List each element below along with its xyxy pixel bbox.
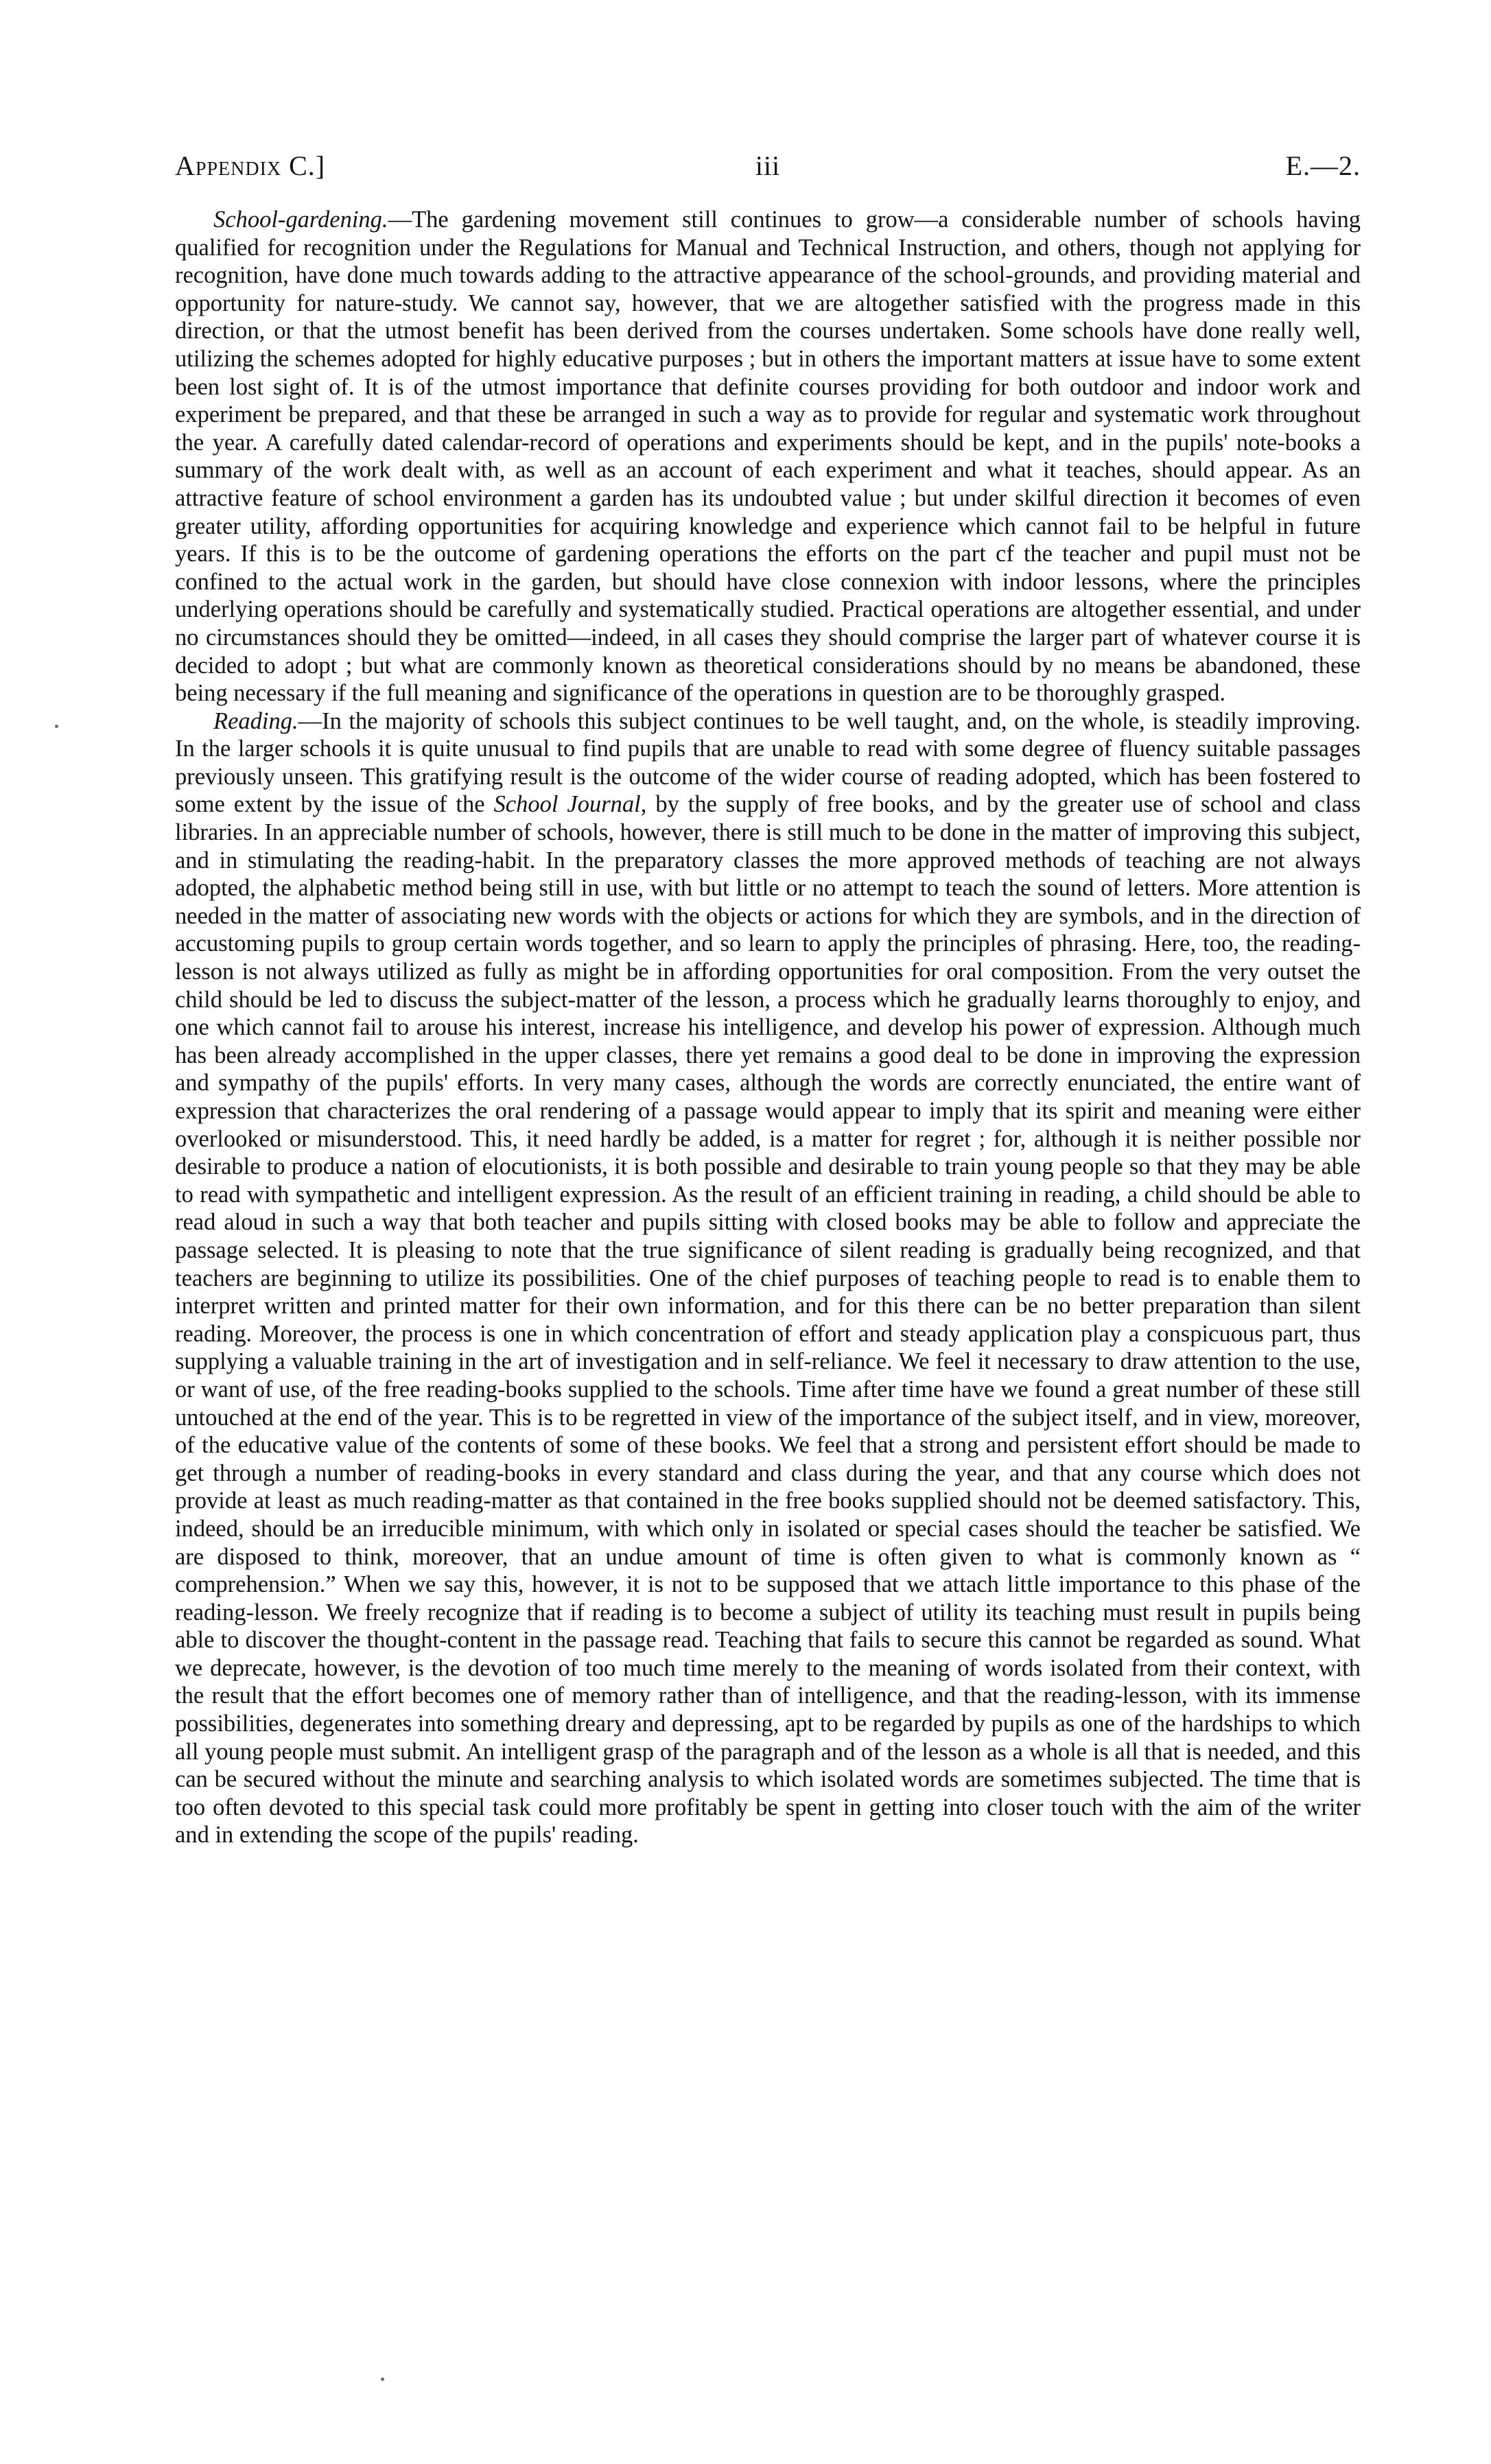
paragraph-text: —In the majority of schools this subject continues to be well taught, and, on the whole, is steadily improving. In the larger schools it is quite unusual to find pupils that are unable to read with some degree of fluency suitable passages previously unseen. This gratifying result is the outcome of the wider course of reading adopted, which has been fostered to some extent by the issue of the <box>175 707 1361 818</box>
paragraph-text: —The gardening movement still continues to grow—a considerable number of schools having qualified for recognition under the Regulations for Manual and Technical Instruction, and others, though not applying for recognition, have done much towards adding to the attractive appearance of the school-grounds, and providing material and opportunity for nature-study. We cannot say, however, that we are altogether satisfied with the progress made in this direction, or that the utmost benefit has been derived from the courses undertaken. Some schools have done really well, utilizing the schemes adopted for highly educative purposes ; but in others the important matters at issue have to some extent been lost sight of. It is of the utmost importance that definite courses providing for both outdoor and indoor work and experiment be prepared, and that these be arranged in such a way as to provide for regular and systematic work throughout the year. A carefully dated calendar-record of operations and experiments should be kept, and in the pupils' note-books a summary of the work dealt with, as well as an account of each experiment and what it teaches, should appear. As an attractive feature of school environment a garden has its undoubted value ; but under skilful direction it becomes of even greater utility, affording opportunities for acquiring knowledge and experience which cannot fail to be helpful in future years. If this is to be the outcome of gardening operations the efforts on the part cf the teacher and pupil must not be confined to the actual work in the garden, but should have close connexion with indoor lessons, where the principles underlying operations should be carefully and systematically studied. Practical operations are altogether essential, and under no circumstances should they be omitted—indeed, in all cases they should comprise the larger part of whatever course it is decided to adopt ; but what are commonly known as theoretical considerations should by no means be abandoned, these being necessary if the full meaning and significance of the operations in question are to be thoroughly grasped. <box>175 207 1361 707</box>
paragraph-school-gardening <box>175 206 1361 707</box>
header-appendix-label: Appendix C.] <box>175 150 326 181</box>
paragraph-text-continued: , by the supply of free books, and by the greater use of school and class libraries. In an appreciable number of schools, however, there is still much to be done in the matter of improving this subject, and in stimulating the reading-habit. In the preparatory classes the more approved methods of teaching are not always adopted, the alphabetic method being still in use, with but little or no attempt to teach the sound of letters. More attention is needed in the matter of associating new words with the objects or actions for which they are symbols, and in the direction of accustoming pupils to group certain words together, and so learn to apply the principles of phrasing. Here, too, the reading-lesson is not always utilized as fully as might be in affording opportunities for oral composition. From the very outset the child should be led to discuss the subject-matter of the lesson, a process which he gradually learns thoroughly to enjoy, and one which cannot fail to arouse his interest, increase his intelligence, and develop his power of expression. Although much has been already accomplished in the upper classes, there yet remains a good deal to be done in improving the expression and sympathy of the pupils' efforts. In very many cases, although the words are correctly enunciated, the entire want of expression that characterizes the oral rendering of a passage would appear to imply that its spirit and meaning were either overlooked or misunderstood. This, it need hardly be added, is a matter for regret ; for, although it is neither possible nor desirable to produce a nation of elocutionists, it is both possible and desirable to train young people so that they may be able to read with sympathetic and intelligent expression. As the result of an efficient training in reading, a child should be able to read aloud in such a way that both teacher and pupils sitting with closed books may be able to follow and appreciate the passage selected. It is pleasing to note that the true significance of silent reading is gradually being recognized, and that teachers are beginning to utilize its possibilities. One of the chief purposes of teaching people to read is to enable them to interpret written and printed matter for their own information, and for this there can be no better preparation than silent reading. Moreover, the process is one in which concentration of effort and steady application play a conspicuous part, thus supplying a valuable training in the art of investigation and in self-reliance. We feel it necessary to draw attention to the use, or want of use, of the free reading-books supplied to the schools. Time after time have we found a great number of these still untouched at the end of the year. This is to be regretted in view of the importance of the subject itself, and in view, moreover, of the educative value of the contents of some of these books. We feel that a strong and persistent effort should be made to get through a number of reading-books in every standard and class during the year, and that any course which does not provide at least as much reading-matter as that contained in the free books supplied should not be deemed satisfactory. This, indeed, should be an irreducible minimum, with which only in isolated or special cases should the teacher be satisfied. We are disposed to think, moreover, that an undue amount of time is often given to what is commonly known as “ comprehension.” When we say this, however, it is not to be supposed that we attach little importance to this phase of the reading-lesson. We freely recognize that if reading is to become a subject of utility its teaching must result in pupils being able to discover the thought-content in the passage read. Teaching that fails to secure this cannot be regarded as sound. What we deprecate, however, is the devotion of too much time merely to the meaning of words isolated from their context, with the result that the effort becomes one of memory rather than of intelligence, and that the reading-lesson, with its immense possibilities, degenerates into something dreary and depressing, apt to be regarded by pupils as one of the hardships to which all young people must submit. An intelligent grasp of the paragraph and of the lesson as a whole is all that is needed, and this can be secured without the minute and searching analysis to which isolated words are sometimes subjected. The time that is too often devoted to this special task could more profitably be spent in getting into closer touch with the aim of the writer and in extending the scope of the pupils' reading. <box>175 791 1361 1849</box>
body-text <box>175 206 1361 1849</box>
journal-title: School Journal <box>493 791 641 818</box>
header-document-code: E.—2. <box>1285 150 1361 181</box>
paragraph-heading: School-gardening. <box>213 207 388 233</box>
margin-dot <box>55 725 58 728</box>
paragraph-heading: Reading. <box>213 707 298 734</box>
running-header <box>175 150 1361 191</box>
page-number: iii <box>755 150 781 181</box>
paragraph-reading <box>175 707 1361 1849</box>
footer-dot <box>381 2378 384 2381</box>
